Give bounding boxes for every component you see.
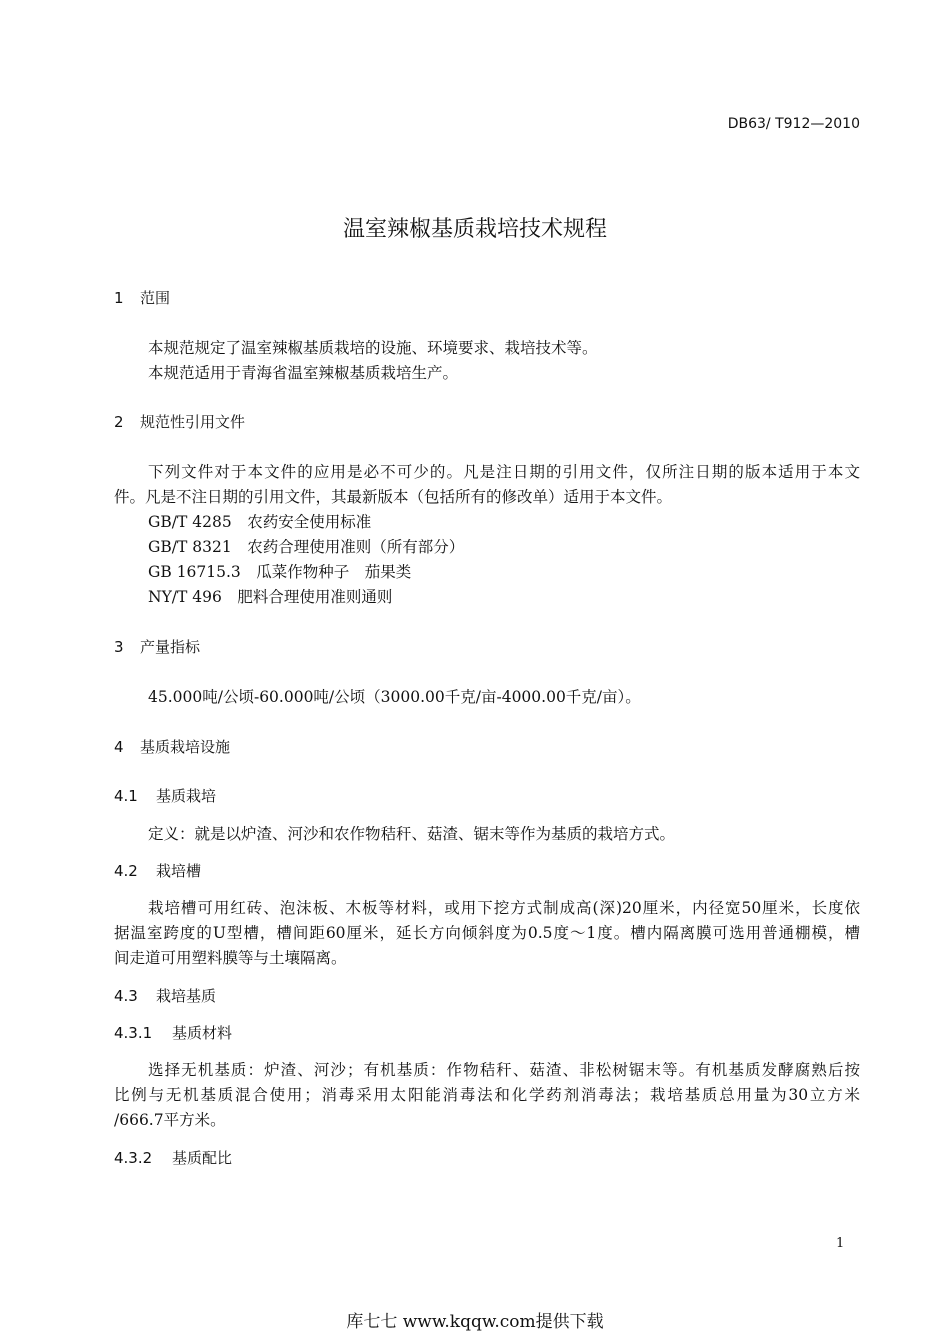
reference-item: NY/T 496 肥料合理使用准则通则	[148, 588, 393, 606]
heading-4-3-2: 4.3.2 基质配比	[114, 1149, 233, 1167]
reference-item: GB 16715.3 瓜菜作物种子 茄果类	[148, 563, 412, 581]
paragraph-line: 本规范适用于青海省温室辣椒基质栽培生产。	[148, 364, 459, 382]
heading-1: 1 范围	[114, 289, 171, 307]
paragraph-line: 定义：就是以炉渣、河沙和农作物秸秆、菇渣、锯末等作为基质的栽培方式。	[148, 825, 676, 843]
heading-4-3: 4.3 栽培基质	[114, 987, 217, 1005]
document-title: 温室辣椒基质栽培技术规程	[342, 217, 607, 242]
reference-item: GB/T 8321 农药合理使用准则（所有部分）	[148, 538, 465, 556]
heading-4: 4 基质栽培设施	[114, 738, 231, 756]
paragraph-line: /666.7平方米。	[114, 1111, 226, 1129]
heading-4-2: 4.2 栽培槽	[114, 862, 202, 880]
heading-3: 3 产量指标	[114, 638, 201, 656]
download-footer: 库七七 www.kqqw.com提供下载	[346, 1312, 604, 1332]
page-number: 1	[836, 1236, 845, 1251]
paragraph-line: 下列文件对于本文件的应用是必不可少的。凡是注日期的引用文件，仅所注日期的版本适用于本文	[148, 463, 860, 481]
paragraph-line: 比例与无机基质混合使用；消毒采用太阳能消毒法和化学药剂消毒法；栽培基质总用量为30立方米	[114, 1086, 860, 1104]
paragraph-line: 45.000吨/公顷-60.000吨/公顷（3000.00千克/亩-4000.00千克/亩）。	[148, 688, 641, 706]
paragraph-line: 件。凡是不注日期的引用文件，其最新版本（包括所有的修改单）适用于本文件。	[114, 488, 673, 506]
standard-code: DB63/ T912—2010	[727, 116, 860, 132]
reference-item: GB/T 4285 农药安全使用标准	[148, 513, 372, 531]
paragraph-line: 栽培槽可用红砖、泡沫板、木板等材料，或用下挖方式制成高(深)20厘米，内径宽50厘米，长度依	[148, 899, 860, 917]
paragraph-line: 选择无机基质：炉渣、河沙；有机基质：作物秸秆、菇渣、非松树锯末等。有机基质发酵腐熟后按	[148, 1061, 860, 1079]
paragraph-line: 间走道可用塑料膜等与土壤隔离。	[114, 949, 347, 967]
paragraph-line: 本规范规定了温室辣椒基质栽培的设施、环境要求、栽培技术等。	[148, 339, 598, 357]
heading-4-1: 4.1 基质栽培	[114, 787, 217, 805]
paragraph-line: 据温室跨度的U型槽，槽间距60厘米，延长方向倾斜度为0.5度～1度。槽内隔离膜可选用普通棚模，槽	[114, 924, 860, 942]
heading-2: 2 规范性引用文件	[114, 413, 246, 431]
heading-4-3-1: 4.3.1 基质材料	[114, 1024, 233, 1042]
